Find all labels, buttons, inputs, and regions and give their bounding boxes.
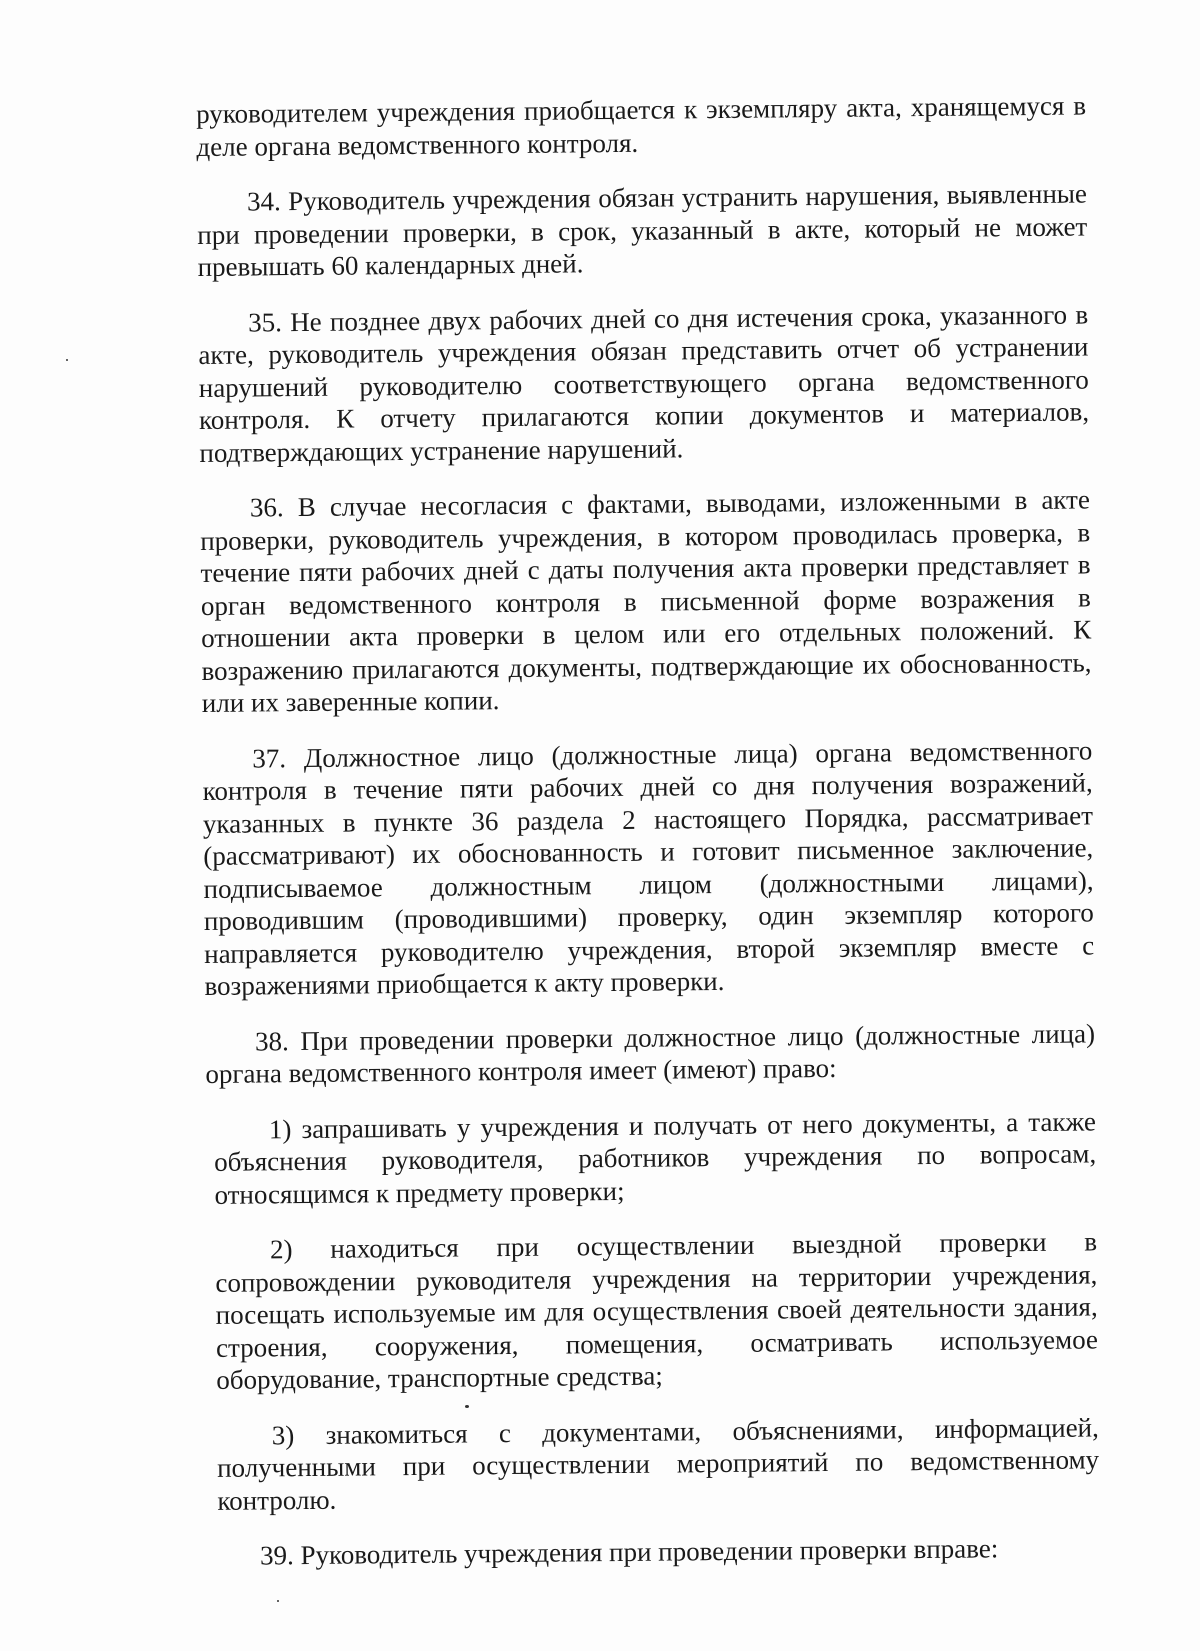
paragraph-continuation: руководителем учреждения приобщается к экземпляру акта, хранящемуся в деле органа ведомственного контроля. [196,90,1087,162]
list-item-38-2: 2) находиться при осуществлении выездной проверки в сопровождении руководителя учреждения на территории учреждения, посещать используемые им для осуществления своей деятельности здания, строения, сооружения, помещения, осматривать используемое оборудование, транспортные средства; [215,1226,1099,1395]
paragraph-34: 34. Руководитель учреждения обязан устранить нарушения, выявленные при проведении проверки, в срок, указанный в акте, который не может превышать 60 календарных дней. [197,178,1088,282]
paragraph-38: 38. При проведении проверки должностное лицо (должностные лица) органа ведомственного контроля имеет (имеют) право: [205,1017,1096,1089]
paragraph-36: 36. В случае несогласия с фактами, выводами, изложенными в акте проверки, руководитель учреждения, в котором проводилась проверка, в течение пяти рабочих дней с даты получения акта проверки представляет в орган ведомственного контроля в письменной форме возражения в отношении акта проверки в целом или его отдельных положений. К возражению прилагаются документы, подтверждающие их обоснованность, или их заверенные копии. [200,484,1092,718]
paragraph-35: 35. Не позднее двух рабочих дней со дня истечения срока, указанного в акте, руководитель учреждения обязан представить отчет об устранении нарушений руководителю соответствующего органа ведомственного контроля. К отчету прилагаются копии документов и материалов, подтверждающих устранение нарушений. [198,298,1090,468]
list-item-38-1: 1) запрашивать у учреждения и получать от него документы, а также объяснения руководителя, работников учреждения по вопросам, относящимся к предмету проверки; [214,1105,1097,1210]
document-body [196,89,1100,1572]
scan-speck [66,359,68,361]
list-item-38-3: 3) знакомиться с документами, объяснениями, информацией, полученными при осуществлении мероприятий по ведомственному контролю. [217,1411,1100,1516]
scan-speck [465,1405,469,1408]
paragraph-37: 37. Должностное лицо (должностные лица) органа ведомственного контроля в течение пяти рабочих дней со дня получения возражений, указанных в пункте 36 раздела 2 настоящего Порядка, рассматривает (рассматривают) их обоснованность и готовит письменное заключение, подписываемое должностным лицом (должностными лицами), проводившим (проводившими) проверку, один экземпляр которого направляется руководителю учреждения, второй экземпляр вместе с возражениями приобщается к акту проверки. [202,734,1095,1001]
scan-speck [277,1600,279,1602]
paragraph-39: 39. Руководитель учреждения при проведении проверки вправе: [259,1533,999,1571]
